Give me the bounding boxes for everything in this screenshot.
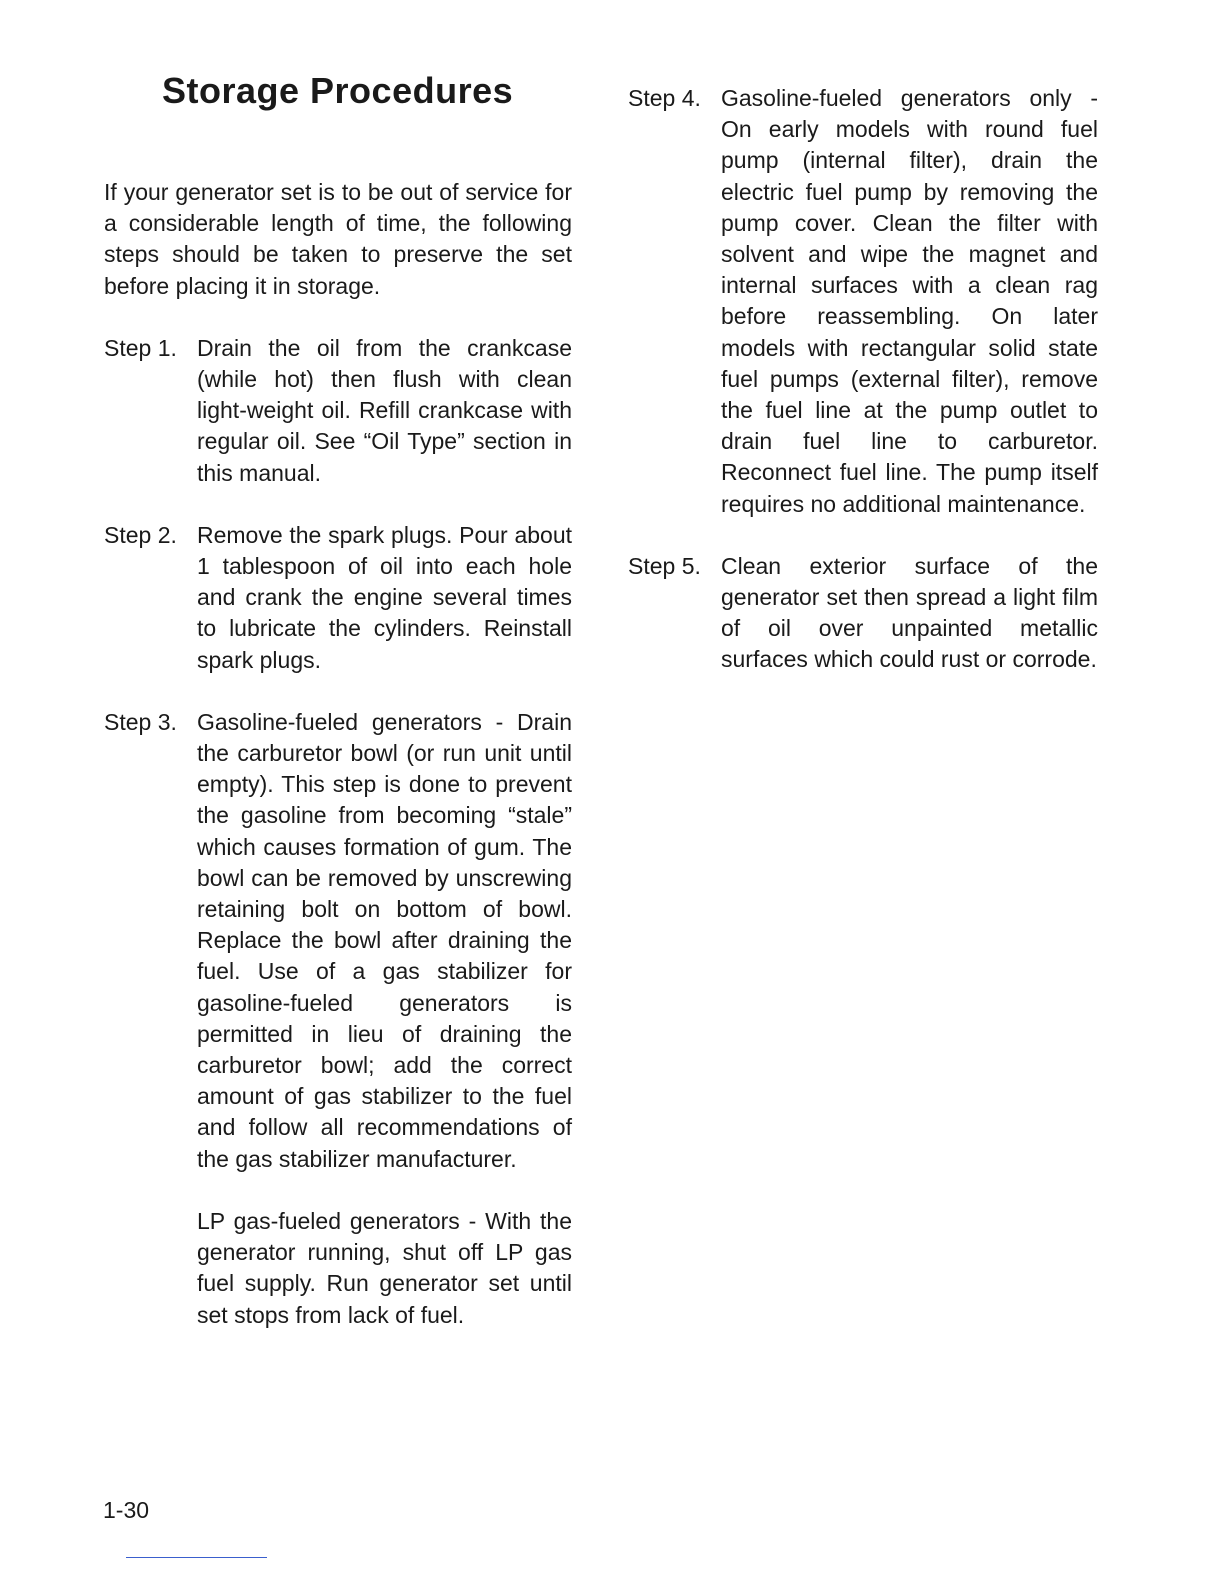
step-text: Gasoline-fueled generators only - On early models with round fuel pump (internal filter), drain the electric fuel pump by removing the pump cover. Clean the filter with solvent and wipe the magnet and internal surfaces with a clean rag before reassembling. On later models with rectangular solid state fuel pumps (external filter), remove the fuel line at the pump outlet to drain fuel line to carburetor. Reconnect fuel line. The pump itself requires no additional maintenance.	[721, 85, 1098, 517]
page-number: 1-30	[103, 1497, 150, 1523]
step-4	[628, 83, 1098, 520]
step-label: Step 2.	[104, 521, 177, 548]
footer-rule	[126, 1557, 267, 1558]
step-label: Step 1.	[104, 334, 177, 361]
page-title: Storage Procedures	[162, 70, 514, 111]
step-text: Gasoline-fueled generators - Drain the carburetor bowl (or run unit until empty). This step is done to prevent the gasoline from becoming “stale” which causes formation of gum. The bowl can be removed by unscrewing retaining bolt on bottom of bowl. Replace the bowl after draining the fuel. Use of a gas stabilizer for gasoline-fueled generators is permitted in lieu of draining the carburetor bowl; add the correct amount of gas stabilizer to the fuel and follow all recommendations of the gas stabilizer manufacturer.	[197, 708, 572, 1172]
step-3-lp-gas-text: LP gas-fueled generators - With the generator running, shut off LP gas fuel supply. Run generator set until set stops from lack of fuel.	[197, 1207, 572, 1328]
step-3	[104, 707, 572, 1175]
step-1	[104, 333, 572, 489]
step-label: Step 5.	[628, 552, 701, 579]
step-text: Remove the spark plugs. Pour about 1 tablespoon of oil into each hole and crank the engine several times to lubricate the cylinders. Reinstall spark plugs.	[197, 521, 572, 673]
right-column	[628, 83, 1098, 676]
left-column	[104, 177, 572, 1331]
step-5	[628, 551, 1098, 676]
step-label: Step 3.	[104, 708, 177, 735]
step-2	[104, 520, 572, 676]
step-text: Drain the oil from the crankcase (while hot) then flush with clean light-weight oil. Refill crankcase with regular oil. See “Oil Type” section in this manual.	[197, 334, 572, 486]
step-label: Step 4.	[628, 85, 701, 111]
intro-paragraph: If your generator set is to be out of service for a considerable length of time, the following steps should be taken to preserve the set before placing it in storage.	[104, 179, 572, 299]
step-text: Clean exterior surface of the generator set then spread a light film of oil over unpainted metallic surfaces which could rust or corrode.	[721, 552, 1098, 673]
